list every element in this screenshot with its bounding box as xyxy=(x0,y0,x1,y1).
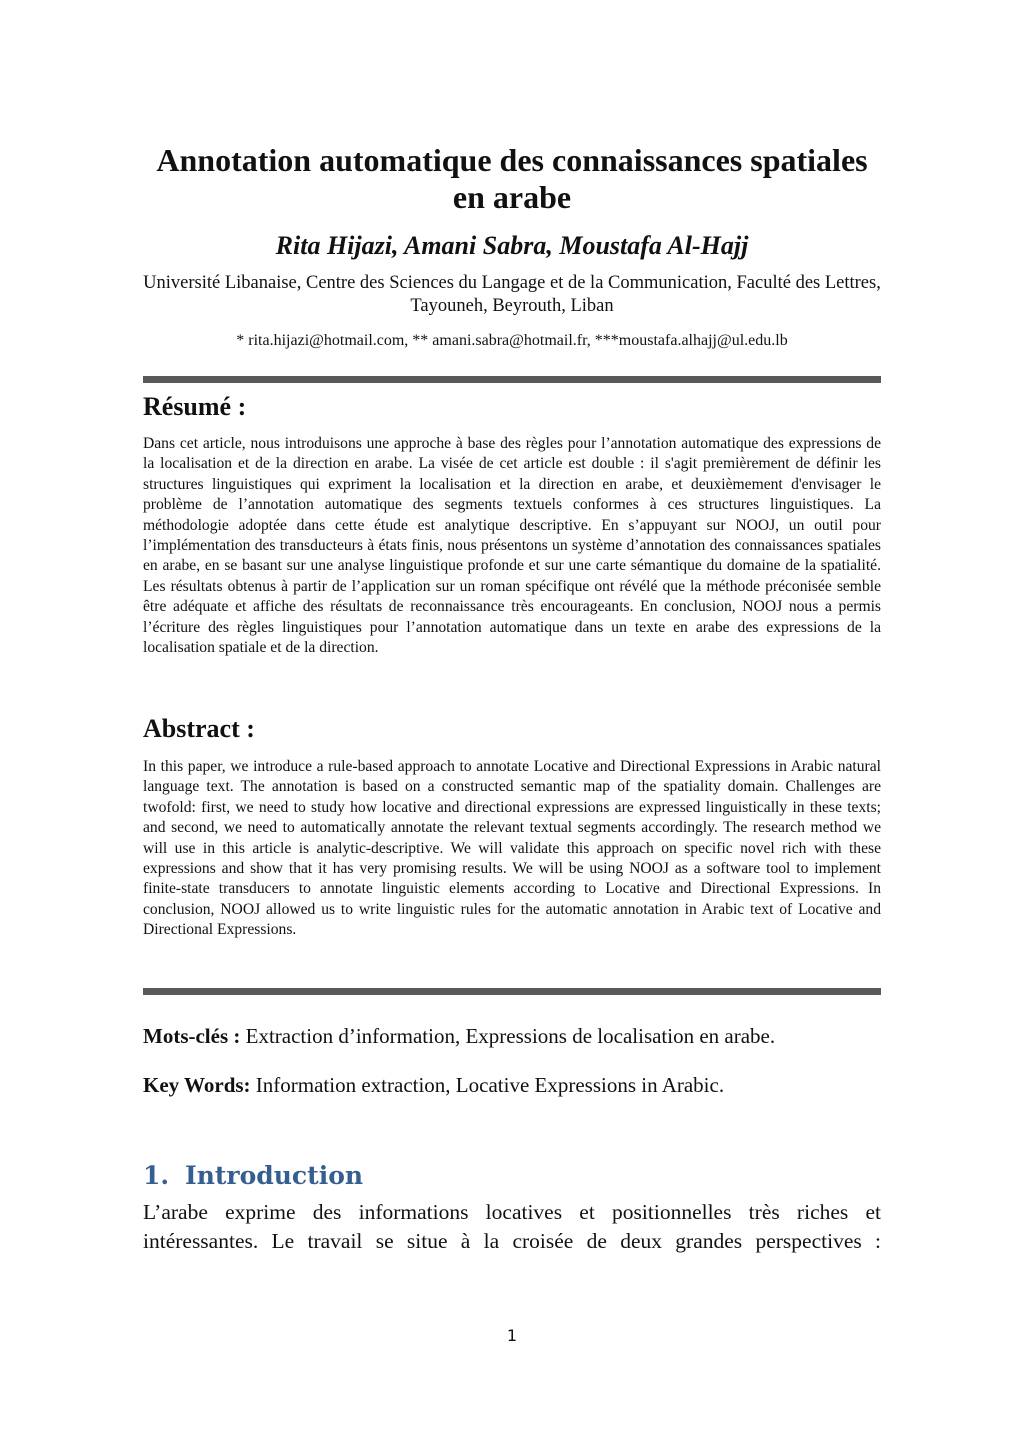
author-emails: * rita.hijazi@hotmail.com, ** amani.sabra@hotmail.fr, ***moustafa.alhajj@ul.edu.lb xyxy=(236,332,788,349)
abstract-heading: Abstract : xyxy=(143,714,255,743)
keywords-french-text: Extraction d’information, Expressions de localisation en arabe. xyxy=(240,1024,776,1048)
affiliation: Université Libanaise, Centre des Sciences du Langage et de la Communication, Faculté des Lettres, Tayouneh, Beyrouth, Liban xyxy=(143,273,881,316)
introduction-heading xyxy=(143,1160,363,1192)
keywords-french xyxy=(143,1023,881,1049)
resume-text: Dans cet article, nous introduisons une approche à base des règles pour l’annotation automatique des expressions de la localisation et de la direction en arabe. La visée de cet article est double : il s'agit premièrement de définir les structures linguistiques qui expriment la localisation et la direction en arabe, et deuxièmement d'envisager le problème de l’annotation automatique des segments textuels conformes à ces structures linguistiques. La méthodologie adoptée dans cette étude est analytique descriptive. En s’appuyant sur NOOJ, un outil pour l’implémentation des transducteurs à états finis, nous présentons un système d’annotation des connaissances spatiales en arabe, en se basant sur une analyse linguistique profonde et sur une carte sémantique du domaine de la spatialité. Les résultats obtenus à partir de l’application sur un roman spécifique ont révélé que la méthode préconisée semble être adéquate et affiche des résultats de reconnaissance très encourageants. En conclusion, NOOJ nous a permis l’écriture des règles linguistiques pour l’annotation automatique dans un texte en arabe des expressions de la localisation spatiale et de la direction. xyxy=(143,435,881,657)
title-line-2: en arabe xyxy=(452,179,572,215)
top-divider xyxy=(143,376,881,383)
bottom-divider xyxy=(143,988,881,995)
resume-heading: Résumé : xyxy=(143,392,247,421)
keywords-english xyxy=(143,1072,881,1098)
author-list: Rita Hijazi, Amani Sabra, Moustafa Al-Hajj xyxy=(275,231,749,260)
introduction-title: Introduction xyxy=(185,1161,364,1190)
keywords-english-text: Information extraction, Locative Expressions in Arabic. xyxy=(250,1073,725,1097)
title-line-1: Annotation automatique des connaissances spatiales xyxy=(156,142,868,178)
introduction-text: L’arabe exprime des informations locatives et positionnelles très riches et intéressantes. Le travail se situe à la croisée de deux grandes perspectives : xyxy=(143,1200,881,1253)
section-number: 1. xyxy=(143,1161,170,1190)
paper-title xyxy=(100,142,924,216)
abstract-text: In this paper, we introduce a rule-based approach to annotate Locative and Directional Expressions in Arabic natural language text. The annotation is based on a constructed semantic map of the spatiality domain. Challenges are twofold: first, we need to study how locative and directional expressions are expressed linguistically in these texts; and second, we need to automatically annotate the relevant textual segments accordingly. The research method we will use in this article is analytic-descriptive. We will validate this approach on specific novel rich with these expressions and show that it has very promising results. We will be using NOOJ as a software tool to implement finite-state transducers to annotate linguistic elements according to Locative and Directional Expressions. In conclusion, NOOJ allowed us to write linguistic rules for the automatic annotation in Arabic text of Locative and Directional Expressions. xyxy=(143,758,881,939)
keywords-english-label: Key Words: xyxy=(143,1073,251,1097)
keywords-french-label: Mots-clés : xyxy=(143,1024,241,1048)
page-number: 1 xyxy=(506,1326,518,1345)
